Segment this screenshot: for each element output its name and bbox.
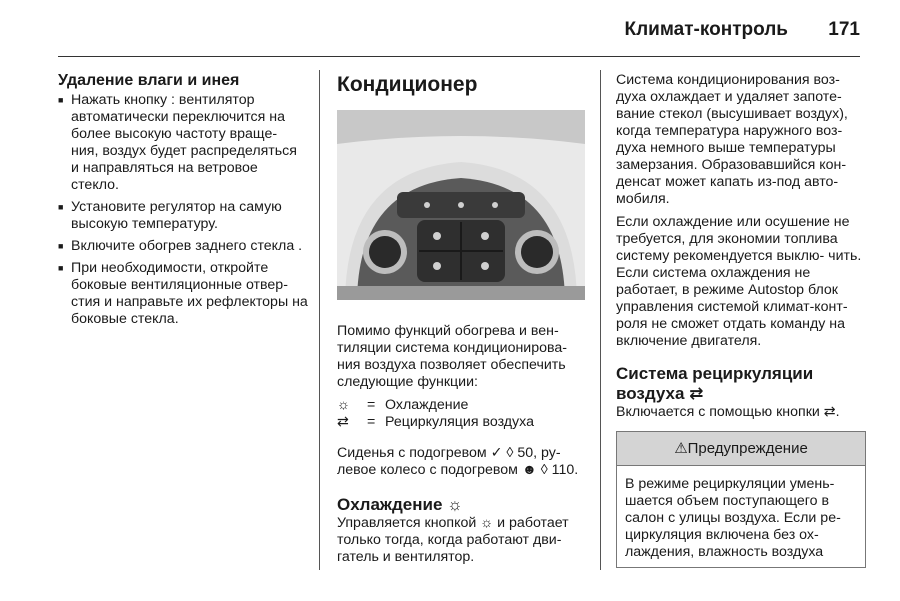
climate-panel-photo: [337, 110, 585, 300]
defrost-steps: [58, 92, 308, 328]
page-title: Климат-контроль: [624, 19, 788, 40]
recirc-text: Включается с помощью кнопки ⇄.: [616, 404, 840, 420]
column-divider-2: [600, 70, 601, 570]
list-item: ■ Нажать кнопку : вентилятор автоматически переключится на более высокую частоту враще- ния, воздух будет распределяться и направляться на ветровое стекло.: [58, 92, 308, 194]
ac-heading: Кондиционер: [337, 73, 478, 96]
recirculation-icon: ⇄: [337, 414, 349, 430]
list-item: ■ При необходимости, откройте боковые вентиляционные отвер- стия и направьте их рефлекторы на боковые стекла.: [58, 260, 308, 328]
equals-sign: =: [367, 397, 376, 413]
legend-label: Охлаждение: [385, 397, 469, 413]
column-defrost: [58, 72, 308, 333]
legend-label: Рециркуляция воздуха: [385, 414, 534, 430]
header-rule: [58, 56, 860, 57]
defrost-heading: Удаление влаги и инея: [58, 72, 240, 89]
ac-intro: Помимо функций обогрева и вен- тиляции система кондиционирова- ния воздуха позволяет обеспечить следующие функции:: [337, 323, 567, 390]
list-item: ■ Включите обогрев заднего стекла .: [58, 238, 308, 255]
warning-title: ⚠Предупреждение: [617, 432, 865, 466]
warning-box: [616, 431, 866, 568]
column-divider-1: [319, 70, 320, 570]
list-item: ■ Установите регулятор на самую высокую температуру.: [58, 199, 308, 233]
recirc-heading: Система рециркуляции воздуха ⇄: [616, 364, 814, 403]
legend-row: [337, 414, 587, 431]
column-air-conditioning: [337, 72, 587, 572]
page-number: 171: [828, 19, 860, 40]
cooling-icon: ☼: [337, 397, 351, 413]
warning-text: В режиме рециркуляции умень- шается объем поступающего в салон с улицы воздуха. Если ре- циркуляция включена без ох- лаждения, влажность воздуха: [625, 476, 841, 560]
ac-paragraph-2: Если охлаждение или осушение не требуется, для экономии топлива систему рекомендуется выклю- чить. Если система охлаждения не работает, в режиме Autostop блок управления системой климат-конт- роля не сможет отдать команду на включение двигателя.: [616, 214, 862, 349]
cooling-heading: Охлаждение ☼: [337, 495, 463, 514]
page-header: [58, 15, 860, 45]
equals-sign: =: [367, 414, 376, 430]
ac-paragraph-1: Система кондиционирования воз- духа охлаждает и удаляет запоте- вание стекол (высушивает воздух), когда температура наружного воз- духа немного выше температуры замерзания. Образовавшийся кон- денсат может капать из-под авто- мобиля.: [616, 72, 848, 207]
seats-text: Сиденья с подогревом ✓ ◊ 50, ру- левое колесо с подогревом ☻ ◊ 110.: [337, 445, 579, 478]
legend-row: [337, 397, 587, 414]
column-recirculation: [616, 72, 866, 568]
cooling-text: Управляется кнопкой ☼ и работает только тогда, когда работают дви- гатель и вентилятор.: [337, 515, 569, 565]
